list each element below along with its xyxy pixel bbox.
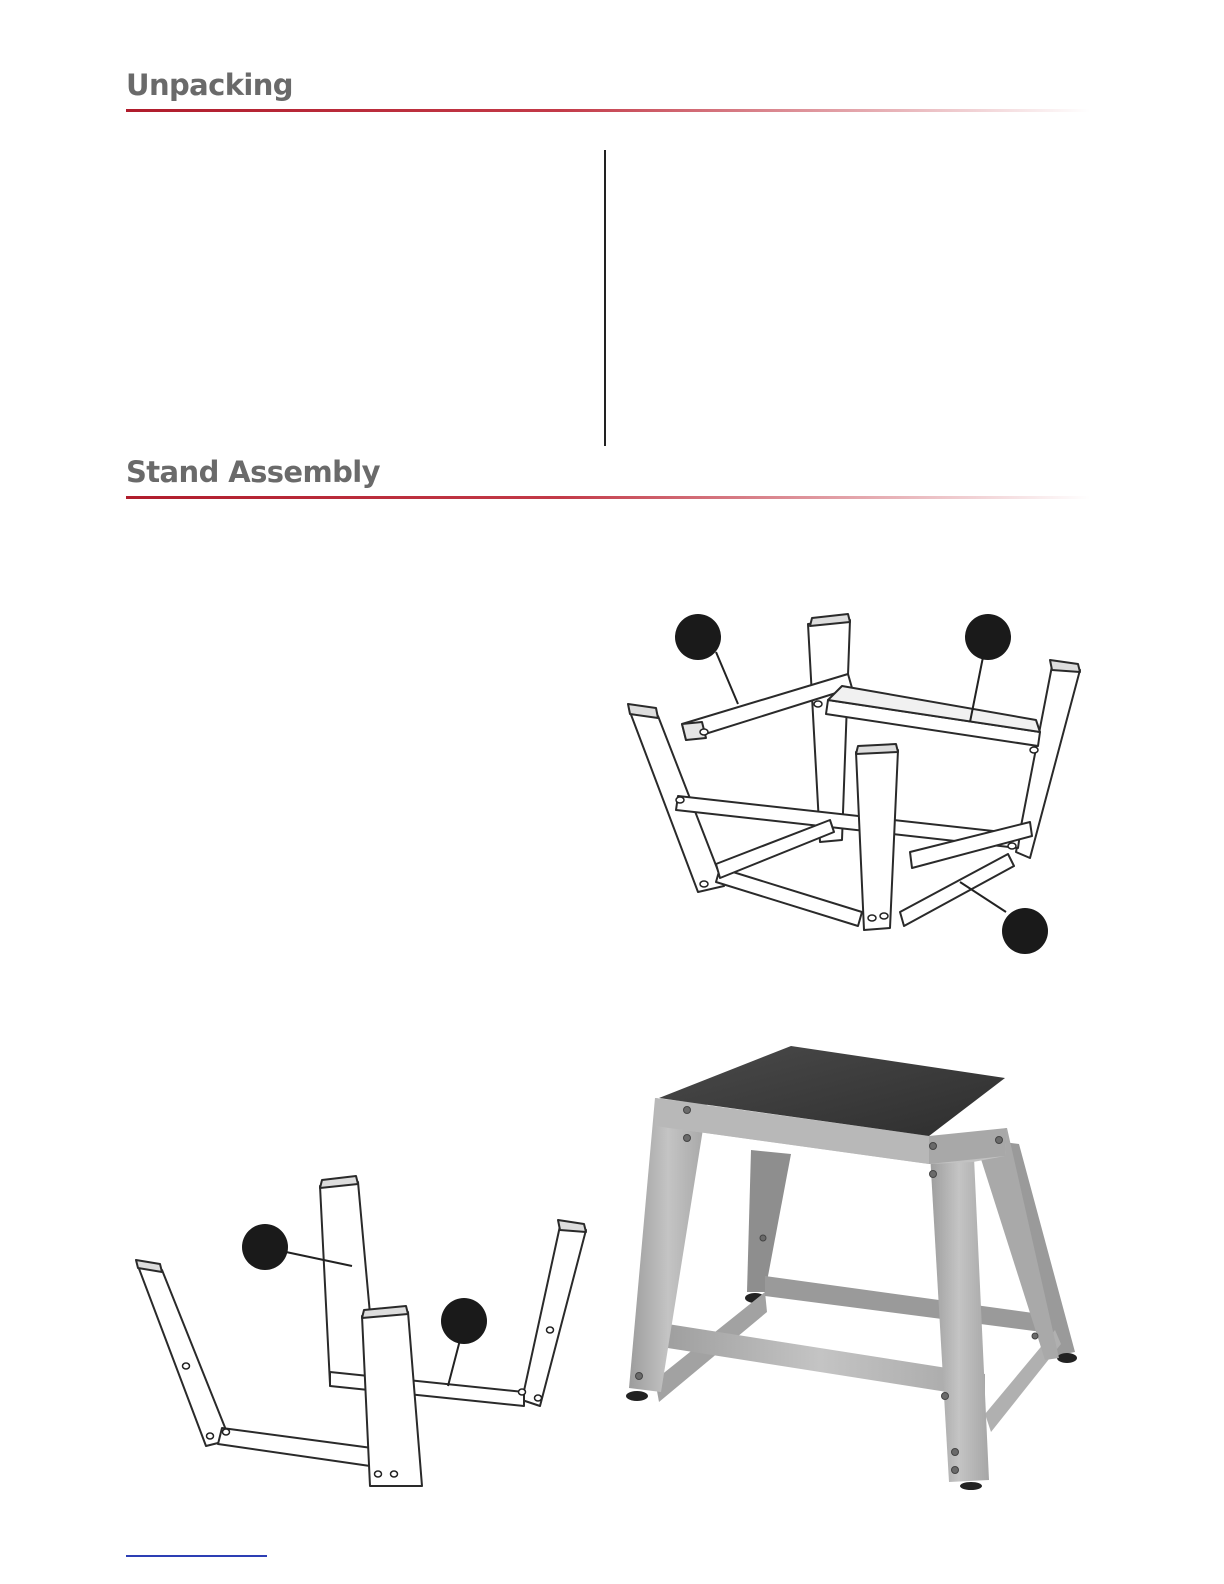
column-divider [604, 150, 606, 446]
unpacking-heading: Unpacking [126, 68, 293, 102]
callout-marker-4 [242, 1224, 288, 1270]
stand-assembly-heading: Stand Assembly [126, 455, 380, 489]
stand-assembly-heading-rule [126, 496, 1090, 499]
callout-marker-3 [1002, 908, 1048, 954]
unpacking-heading-rule [126, 109, 1090, 112]
callout-marker-1 [675, 614, 721, 660]
callout-marker-5 [441, 1298, 487, 1344]
stand-frame-inverted-diagram [620, 600, 1090, 960]
assembled-stand-photo [615, 1040, 1090, 1490]
callout-marker-2 [965, 614, 1011, 660]
stand-legs-diagram [130, 1170, 600, 1500]
footer-link-underline[interactable] [126, 1555, 267, 1557]
